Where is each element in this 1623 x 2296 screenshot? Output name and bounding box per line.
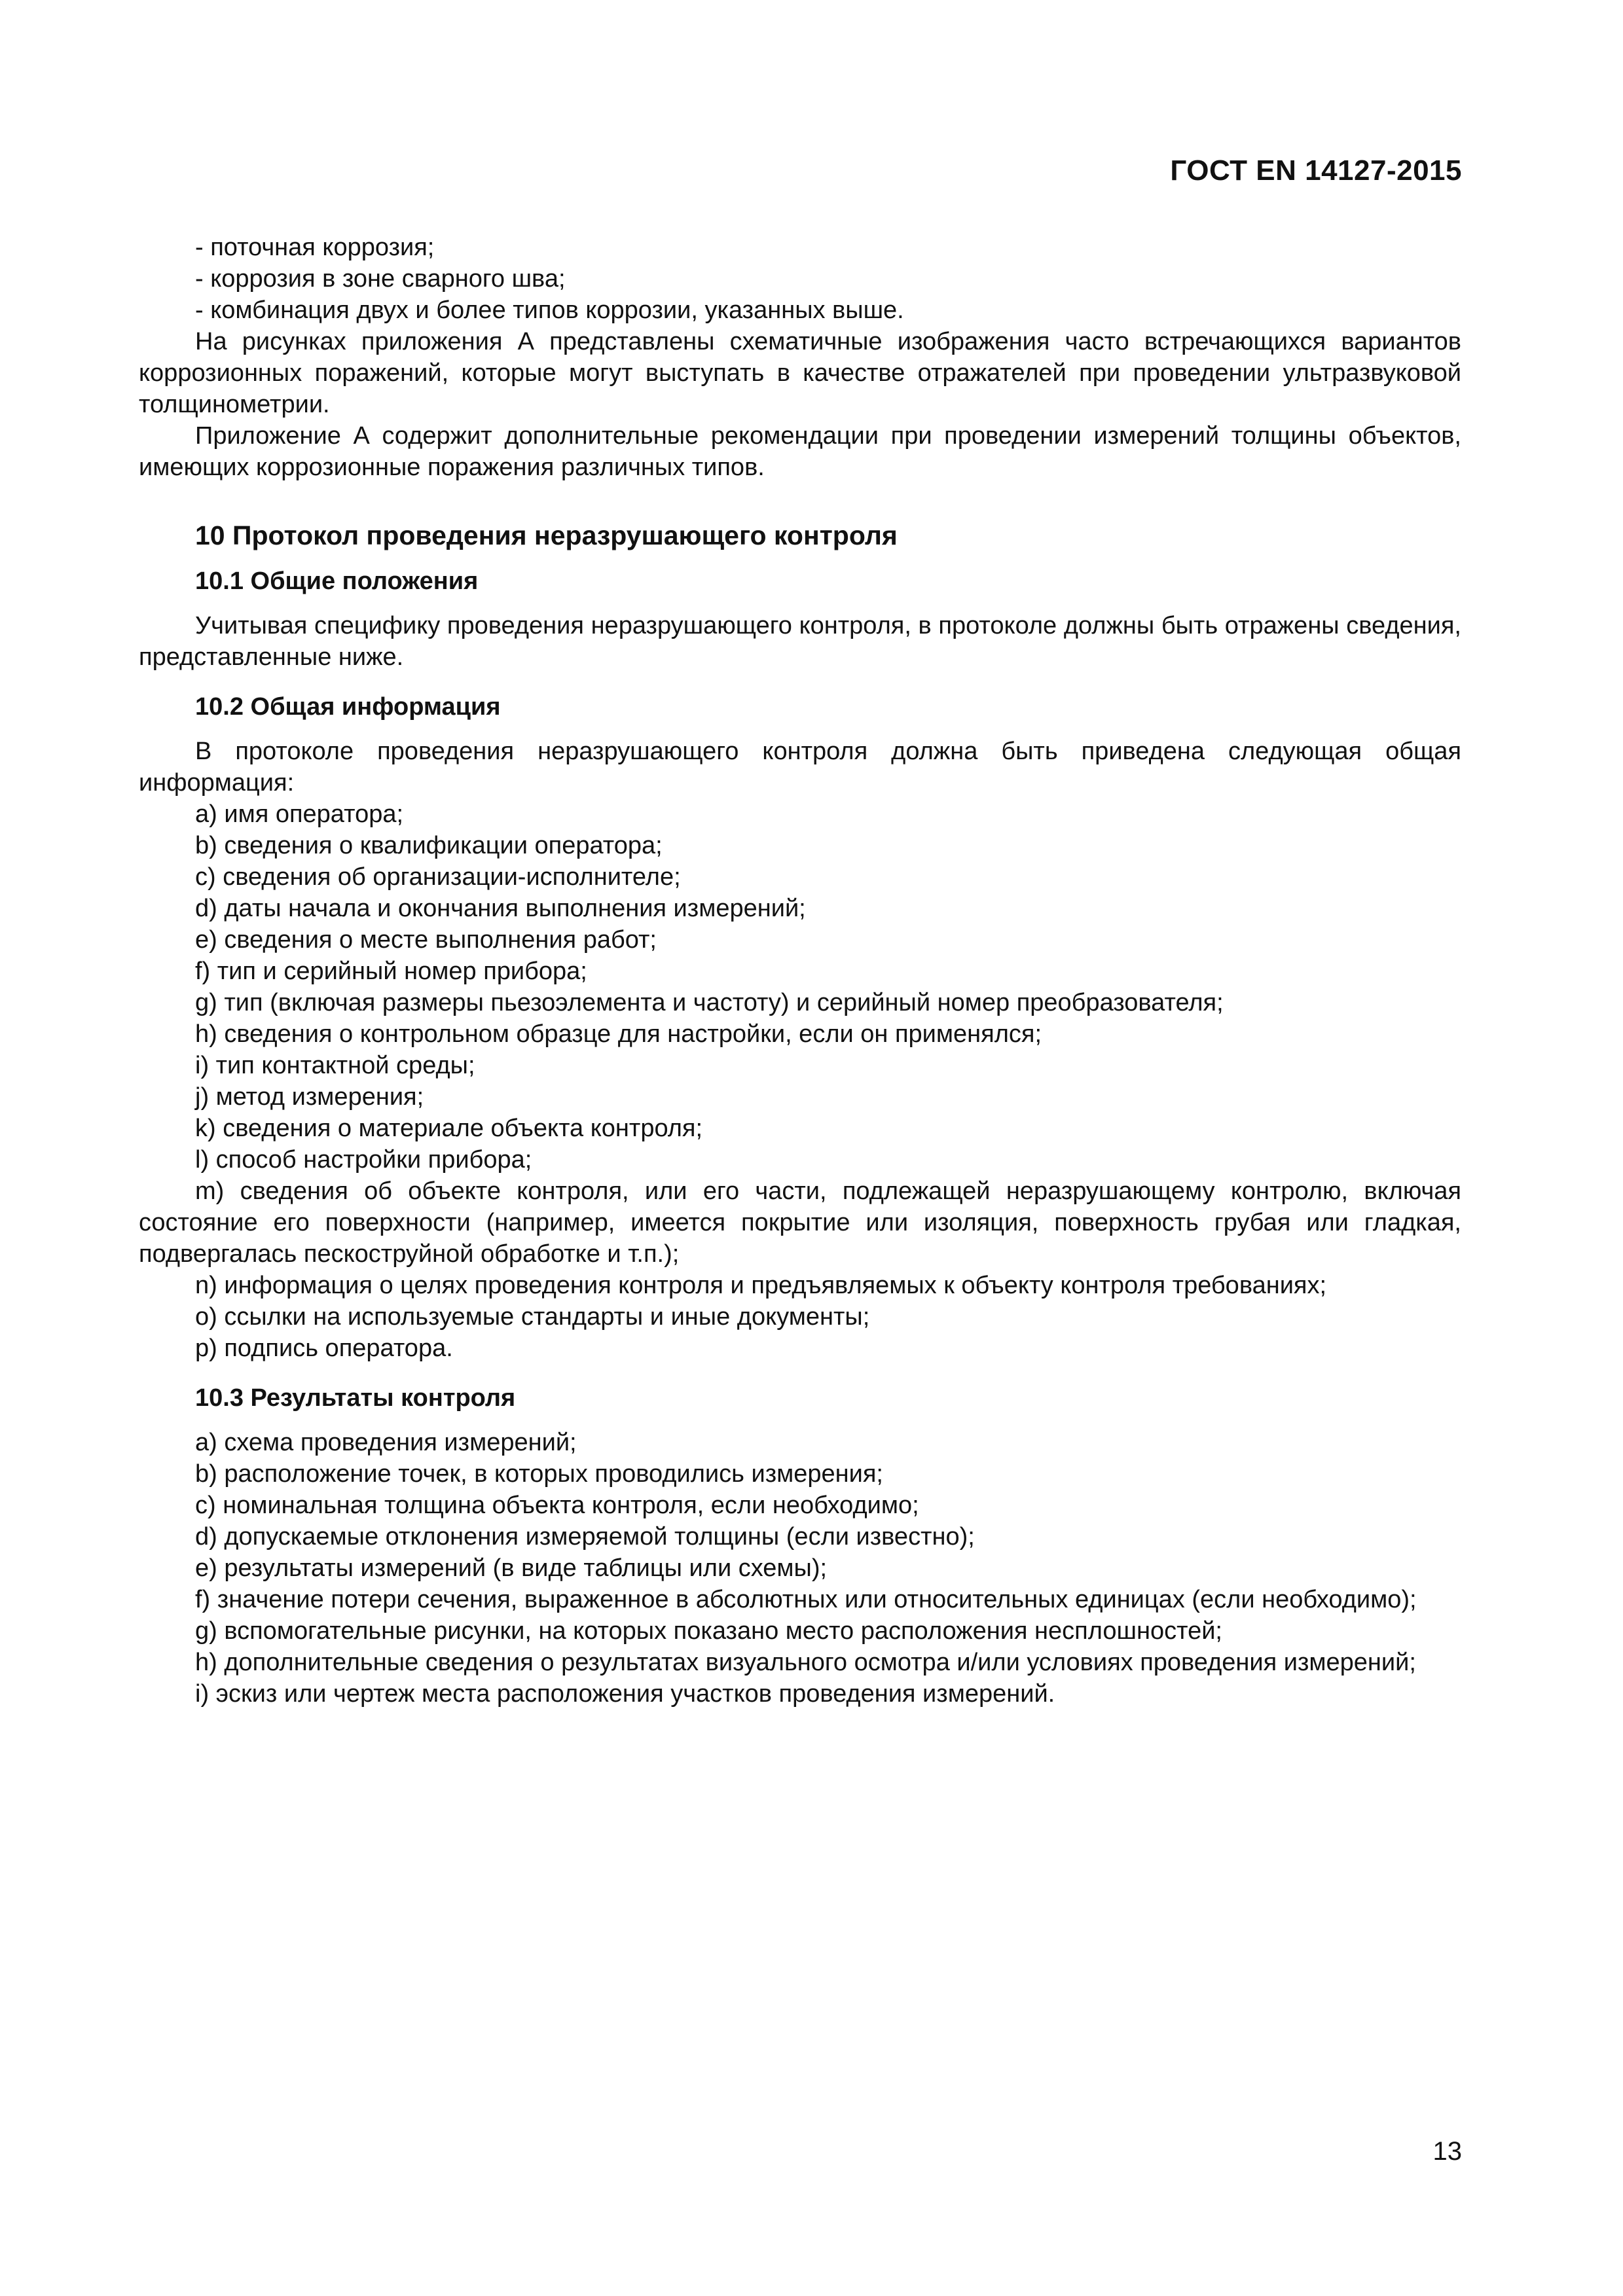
list-item: i) эскиз или чертеж места расположения участков проведения измерений.: [195, 1680, 1055, 1708]
list-item: l) способ настройки прибора;: [195, 1146, 532, 1174]
page-number: 13: [1432, 2137, 1462, 2166]
list-item: e) сведения о месте выполнения работ;: [195, 926, 657, 954]
document-id: ГОСТ EN 14127-2015: [1170, 154, 1462, 187]
section-10-1-title: 10.1 Общие положения: [195, 567, 479, 595]
list-item: e) результаты измерений (в виде таблицы или схемы);: [195, 1554, 828, 1582]
page-content: [139, 232, 1461, 1710]
list-item: b) расположение точек, в которых проводились измерения;: [195, 1460, 883, 1488]
list-item: h) дополнительные сведения о результатах визуального осмотра и/или условиях проведения измерений;: [195, 1649, 1416, 1676]
section-10-2-intro: В протоколе проведения неразрушающего контроля должна быть приведена следующая общая информация:: [139, 738, 1461, 797]
list-item: a) имя оператора;: [195, 800, 404, 828]
list-item: p) подпись оператора.: [195, 1335, 453, 1362]
list-item: i) тип контактной среды;: [195, 1052, 475, 1079]
results-list: [139, 1427, 1461, 1710]
intro-paragraph: Приложение А содержит дополнительные рекомендации при проведении измерений толщины объектов, имеющих коррозионные поражения различных типов.: [139, 422, 1461, 481]
list-item: k) сведения о материале объекта контроля;: [195, 1115, 703, 1142]
list-item: j) метод измерения;: [195, 1083, 424, 1111]
list-item: c) сведения об организации-исполнителе;: [195, 863, 681, 891]
list-item: f) тип и серийный номер прибора;: [195, 958, 587, 985]
list-item: d) допускаемые отклонения измеряемой толщины (если известно);: [195, 1523, 975, 1551]
list-item: m) сведения об объекте контроля, или его части, подлежащей неразрушающему контролю, включая состояние его поверхности (например, имеется покрытие или изоляция, поверхность грубая или гладкая, подвергалась пескоструйной обработке и т.п.);: [139, 1177, 1461, 1268]
list-item: h) сведения о контрольном образце для настройки, если он применялся;: [195, 1020, 1042, 1048]
intro-paragraph: На рисунках приложения А представлены схематичные изображения часто встречающихся вариантов коррозионных поражений, которые могут выступать в качестве отражателей при проведении ультразвуковой толщинометрии.: [139, 328, 1461, 418]
list-item: g) вспомогательные рисунки, на которых показано место расположения несплошностей;: [195, 1617, 1222, 1645]
section-10-title: 10 Протокол проведения неразрушающего контроля: [195, 520, 898, 550]
general-info-list: [139, 798, 1461, 1364]
list-item: c) номинальная толщина объекта контроля, если необходимо;: [195, 1492, 919, 1519]
intro-bullet: - коррозия в зоне сварного шва;: [195, 265, 566, 293]
section-10-2-title: 10.2 Общая информация: [195, 693, 501, 721]
intro-bullet: - поточная коррозия;: [195, 234, 435, 261]
list-item: g) тип (включая размеры пьезоэлемента и частоту) и серийный номер преобразователя;: [195, 989, 1224, 1016]
list-item: b) сведения о квалификации оператора;: [195, 832, 663, 859]
section-10-3-title: 10.3 Результаты контроля: [195, 1384, 516, 1412]
list-item: o) ссылки на используемые стандарты и иные документы;: [195, 1303, 870, 1331]
list-item: n) информация о целях проведения контроля и предъявляемых к объекту контроля требованиях;: [195, 1272, 1327, 1299]
list-item: f) значение потери сечения, выраженное в абсолютных или относительных единицах (если необходимо);: [195, 1586, 1417, 1613]
list-item: d) даты начала и окончания выполнения измерений;: [195, 895, 806, 922]
section-10-1-text: Учитывая специфику проведения неразрушающего контроля, в протоколе должны быть отражены сведения, представленные ниже.: [139, 612, 1461, 671]
intro-bullet: - комбинация двух и более типов коррозии, указанных выше.: [195, 296, 904, 324]
list-item: a) схема проведения измерений;: [195, 1429, 577, 1456]
